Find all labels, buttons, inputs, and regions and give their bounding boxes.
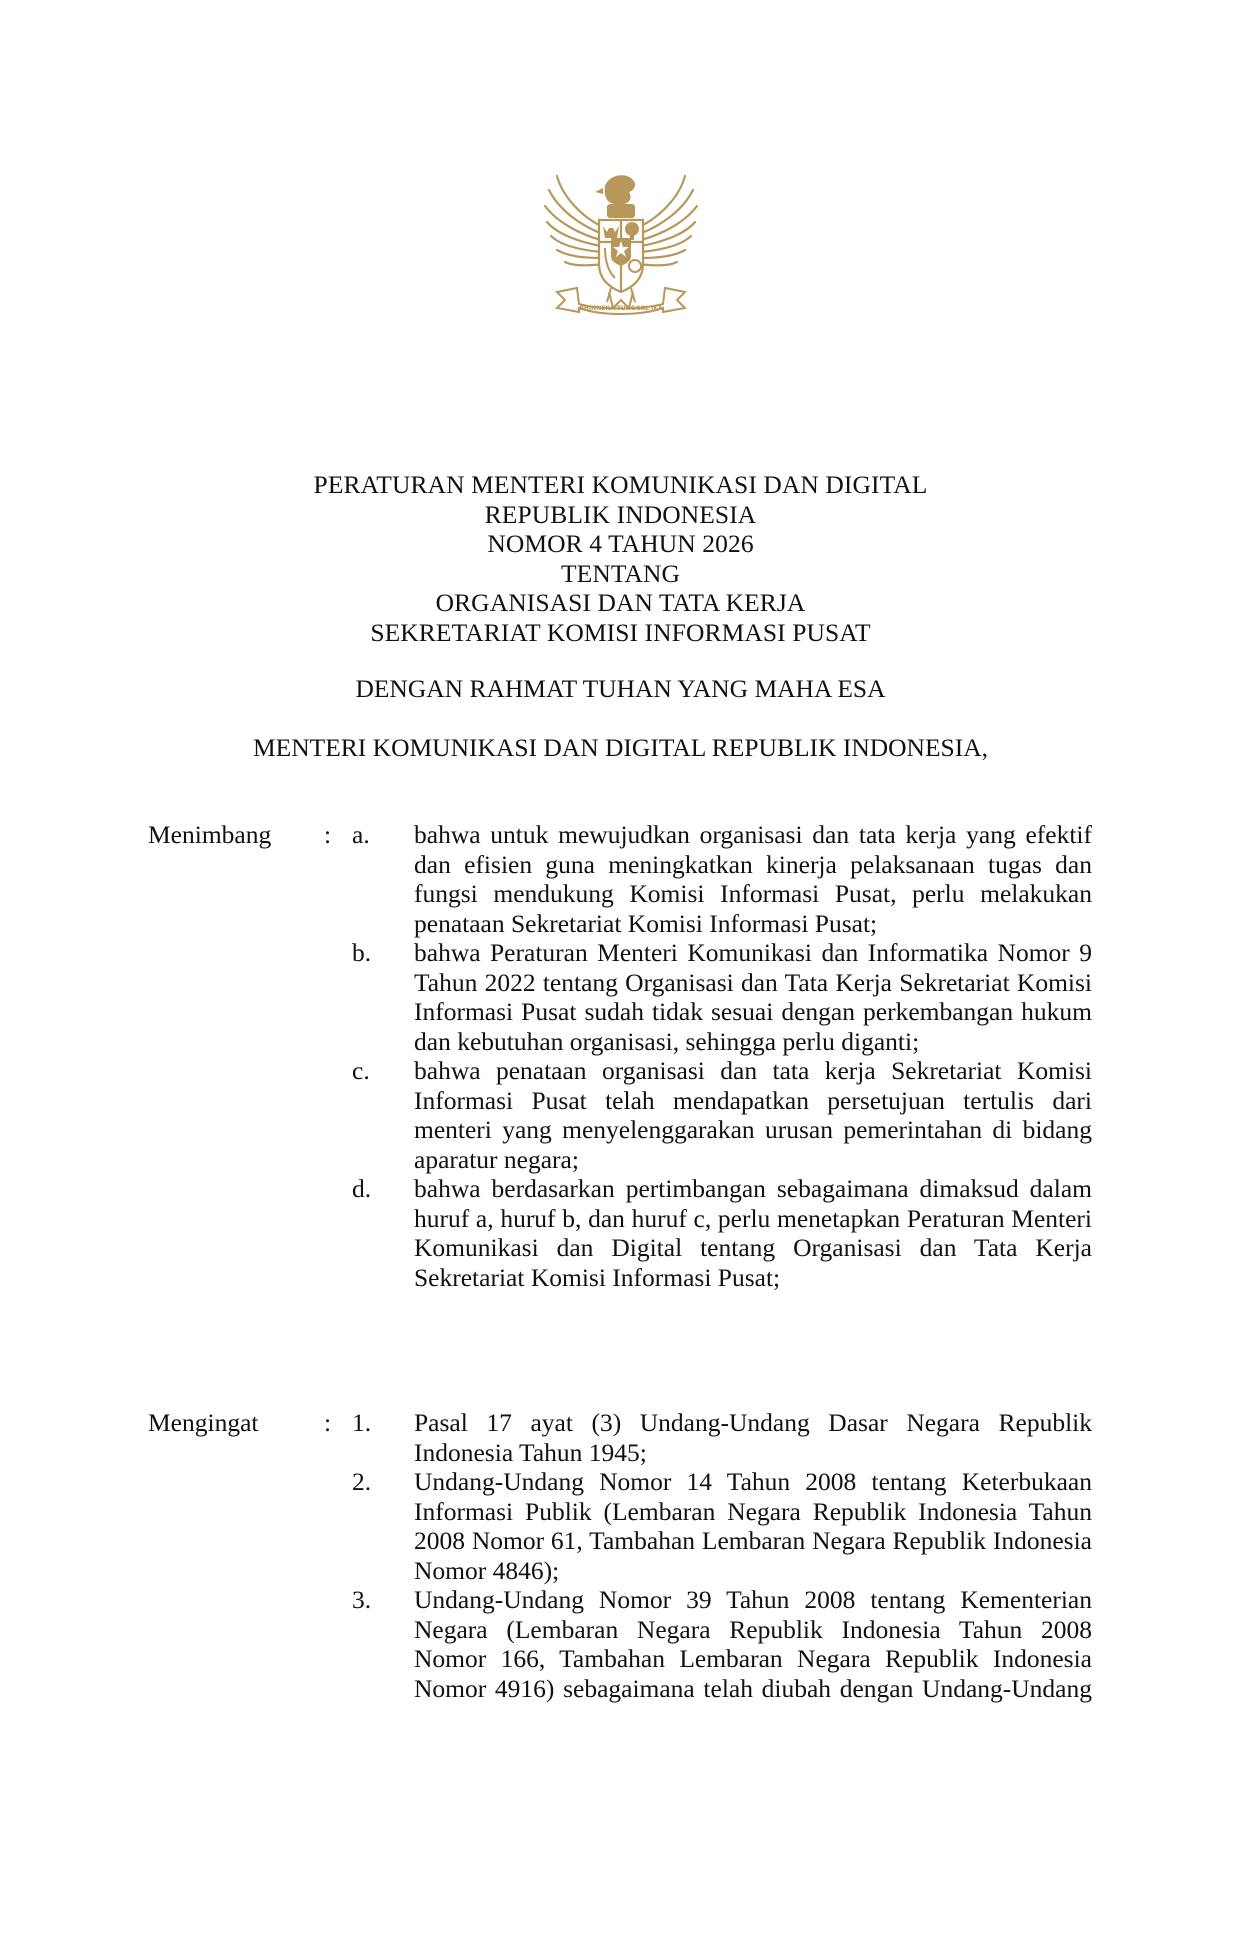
item-marker: 3. [352, 1585, 372, 1614]
title-line-4: TENTANG [560, 558, 681, 588]
item-text: bahwa penataan organisasi dan tata kerja Sekretariat Komisi Informasi Pusat telah mendapatkan persetujuan tertulis dari menteri yang menyelenggarakan urusan pemerintahan di bidang aparatur negara; [414, 1056, 1092, 1174]
mengingat-item-1 [0, 1408, 1241, 1467]
menimbang-item-c [0, 1056, 1241, 1174]
item-text: Undang-Undang Nomor 39 Tahun 2008 tentang Kementerian Negara (Lembaran Negara Republik Indonesia Tahun 2008 Nomor 166, Tambahan Lembaran Negara Republik Indonesia Nomor 4916) sebagaimana telah diubah dengan Undang-Undang [414, 1585, 1092, 1703]
item-text: bahwa untuk mewujudkan organisasi dan tata kerja yang efektif dan efisien guna meningkatkan kinerja pelaksanaan tugas dan fungsi mendukung Komisi Informasi Pusat, perlu melakukan penataan Sekretariat Komisi Informasi Pusat; [414, 820, 1092, 938]
item-marker: a. [352, 820, 370, 849]
item-text: bahwa berdasarkan pertimbangan sebagaimana dimaksud dalam huruf a, huruf b, dan huruf c, perlu menetapkan Peraturan Menteri Komunikasi dan Digital tentang Organisasi dan Tata Kerja Sekretariat Komisi Informasi Pusat; [414, 1174, 1092, 1292]
invocation: DENGAN RAHMAT TUHAN YANG MAHA ESA [355, 674, 886, 703]
garuda-pancasila-emblem [543, 168, 699, 328]
garuda-emblem-icon [543, 168, 699, 328]
mengingat-item-2 [0, 1467, 1241, 1585]
mengingat-label: Mengingat [148, 1408, 259, 1437]
menimbang-item-d [0, 1174, 1241, 1292]
emblem-motto: BHINNEKA TUNGGAL IKA [579, 305, 663, 312]
menimbang-item-b [0, 938, 1241, 1056]
issuer-heading: MENTERI KOMUNIKASI DAN DIGITAL REPUBLIK INDONESIA, [252, 733, 989, 762]
item-marker: b. [352, 938, 372, 967]
item-text: Undang-Undang Nomor 14 Tahun 2008 tentang Keterbukaan Informasi Publik (Lembaran Negara Republik Indonesia Tahun 2008 Nomor 61, Tambahan Lembaran Negara Republik Indonesia Nomor 4846); [414, 1467, 1092, 1585]
title-line-3: NOMOR 4 TAHUN 2026 [487, 529, 754, 559]
item-marker: d. [352, 1174, 372, 1203]
mengingat-colon: : [324, 1408, 332, 1437]
title-line-6: SEKRETARIAT KOMISI INFORMASI PUSAT [370, 617, 871, 647]
title-line-5: ORGANISASI DAN TATA KERJA [435, 588, 806, 618]
title-line-1: PERATURAN MENTERI KOMUNIKASI DAN DIGITAL [313, 470, 928, 499]
menimbang-colon: : [324, 820, 332, 849]
item-marker: 2. [352, 1467, 372, 1496]
menimbang-label: Menimbang [148, 820, 272, 849]
menimbang-section [0, 820, 1241, 1292]
regulation-title [0, 470, 1241, 648]
item-marker: c. [352, 1056, 370, 1085]
menimbang-item-a [0, 820, 1241, 938]
mengingat-item-3 [0, 1585, 1241, 1703]
item-text: Pasal 17 ayat (3) Undang-Undang Dasar Negara Republik Indonesia Tahun 1945; [414, 1408, 1092, 1467]
mengingat-section [0, 1408, 1241, 1703]
title-line-2: REPUBLIK INDONESIA [484, 499, 757, 529]
item-marker: 1. [352, 1408, 372, 1437]
item-text: bahwa Peraturan Menteri Komunikasi dan Informatika Nomor 9 Tahun 2022 tentang Organisasi dan Tata Kerja Sekretariat Komisi Informasi Pusat sudah tidak sesuai dengan perkembangan hukum dan kebutuhan organisasi, sehingga perlu diganti; [414, 938, 1092, 1056]
